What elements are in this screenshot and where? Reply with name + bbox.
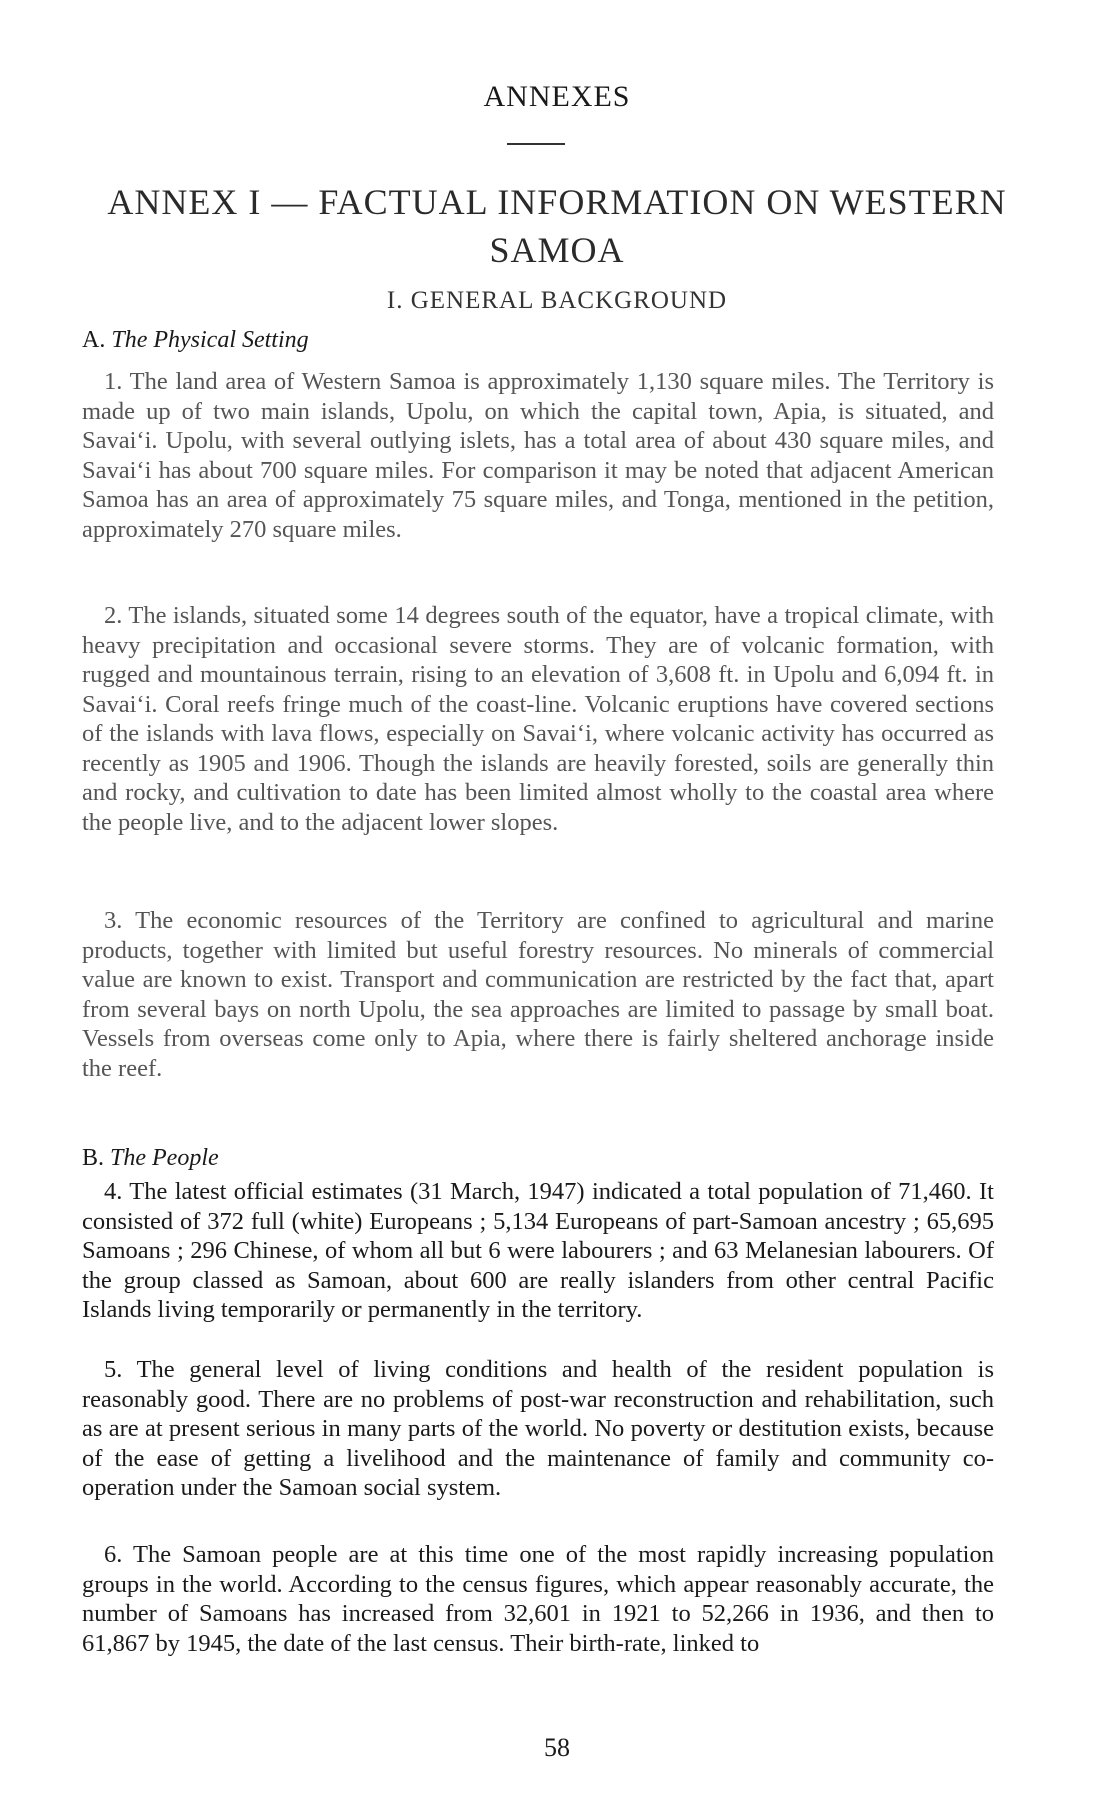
heading-rule — [507, 143, 565, 145]
page-number: 58 — [544, 1733, 570, 1762]
subsection-heading-a — [82, 327, 309, 354]
paragraph-6: 6. The Samoan people are at this time one of the most rapidly increasing population groups in the world. According to the census figures, which appear reasonably accurate, the number of Samoans has increased from 32,601 in 1921 to 52,266 in 1936, and then to 61,867 by 1945, the date of the last census. Their birth-rate, linked to — [82, 1541, 994, 1657]
subsection-title: The People — [110, 1145, 219, 1171]
subsection-heading-b — [82, 1145, 219, 1172]
paragraph-5: 5. The general level of living conditions and health of the resident population is reasonably good. There are no problems of post-war reconstruction and rehabilitation, such as are at present serious in many parts of the world. No poverty or destitution exists, because of the ease of getting a livelihood and the maintenance of family and community co-operation under the Samoan social system. — [82, 1356, 994, 1501]
subsection-label: A. — [82, 327, 106, 353]
subsection-title: The Physical Setting — [111, 327, 309, 353]
paragraph-2: 2. The islands, situated some 14 degrees south of the equator, have a tropical climate, with heavy precipitation and occasional severe storms. They are of volcanic formation, with rugged and mountainous terrain, rising to an elevation of 3,608 ft. in Upolu and 6,094 ft. in Savai‘i. Coral reefs fringe much of the coast-line. Volcanic eruptions have covered sections of the islands with lava flows, especially on Savai‘i, where volcanic activity has occurred as recently as 1905 and 1906. Though the islands are heavily forested, soils are generally thin and rocky, and cultivation to date has been limited almost wholly to the coastal area where the people live, and to the adjacent lower slopes. — [82, 602, 994, 836]
subsection-label: B. — [82, 1145, 105, 1171]
paragraph-3: 3. The economic resources of the Territory are confined to agricultural and marine products, together with limited but useful forestry resources. No minerals of commercial value are known to exist. Transport and communication are restricted by the fact that, apart from several bays on north Upolu, the sea approaches are limited to passage by small boat. Vessels from overseas come only to Apia, where there is fairly sheltered anchorage inside the reef. — [82, 907, 994, 1082]
paragraph-1: 1. The land area of Western Samoa is approximately 1,130 square miles. The Territory is made up of two main islands, Upolu, on which the capital town, Apia, is situated, and Savai‘i. Upolu, with several outlying islets, has a total area of about 430 square miles, and Savai‘i has about 700 square miles. For comparison it may be noted that adjacent American Samoa has an area of approximately 75 square miles, and Tonga, mentioned in the petition, approximately 270 square miles. — [82, 368, 994, 543]
annexes-heading: ANNEXES — [483, 80, 631, 113]
annex-title: ANNEX I — FACTUAL INFORMATION ON WESTERN SAMOA — [107, 182, 1007, 270]
section-title: I. GENERAL BACKGROUND — [386, 287, 728, 314]
paragraph-4: 4. The latest official estimates (31 March, 1947) indicated a total population of 71,460. It consisted of 372 full (white) Europeans ; 5,134 Europeans of part-Samoan ancestry ; 65,695 Samoans ; 296 Chinese, of whom all but 6 were labourers ; and 63 Melanesian labourers. Of the group classed as Samoan, about 600 are really islanders from other central Pacific Islands living temporarily or permanently in the territory. — [82, 1178, 994, 1323]
